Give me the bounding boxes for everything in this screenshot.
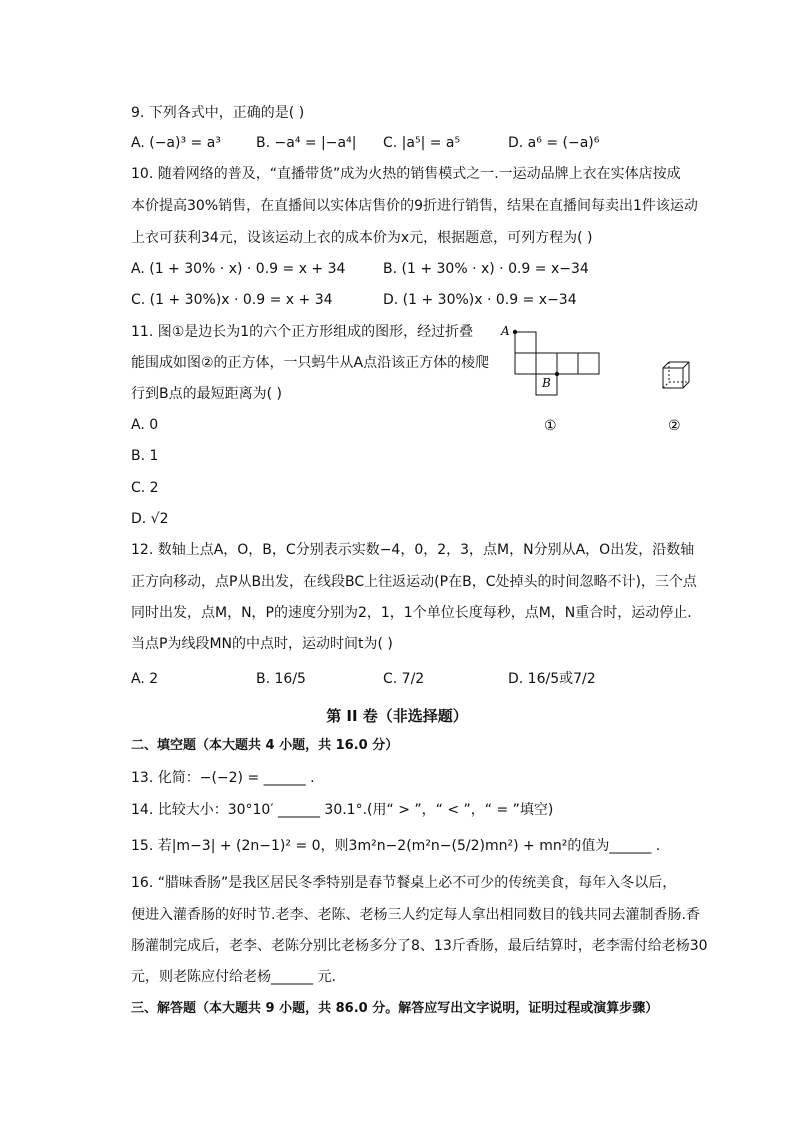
question-9-option-b: B. −a⁴ = |−a⁴|: [256, 135, 357, 151]
label-figure-1: ①: [544, 418, 557, 434]
question-10-line-1: 10. 随着网络的普及，“直播带货”成为火热的销售模式之一.一运动品牌上衣在实体店按成: [131, 166, 681, 182]
question-9-stem: 9. 下列各式中，正确的是( ): [131, 105, 305, 121]
section-3-header: 三、解答题（本大题共 9 小题，共 86.0 分。解答应写出文字说明，证明过程或演算步骤）: [131, 1001, 659, 1016]
question-15: 15. 若|m−3| + (2n−1)² = 0，则3m²n−2(m²n−(5/2)mn²) + mn²的值为______ .: [131, 838, 661, 854]
label-point-a: A: [501, 324, 510, 338]
question-16-line-4: 元，则老陈应付给老杨______ 元.: [131, 969, 336, 985]
cube-net: [515, 332, 599, 395]
question-10-option-d: D. (1 + 30%)x · 0.9 = x−34: [383, 292, 577, 308]
point-b-marker: [555, 372, 559, 376]
question-10-option-c: C. (1 + 30%)x · 0.9 = x + 34: [131, 292, 333, 308]
question-11-line-1: 11. 图①是边长为1的六个正方形组成的图形，经过折叠: [131, 324, 474, 340]
question-11-line-2: 能围成如图②的正方体，一只蚂牛从A点沿该正方体的棱爬: [131, 355, 490, 371]
question-16-line-2: 便进入灌香肠的好时节.老李、老陈、老杨三人约定每人拿出相同数目的钱共同去灌制香肠.香: [131, 907, 700, 923]
part-2-title: 第 II 卷（非选择题）: [326, 707, 468, 725]
question-12-option-b: B. 16/5: [256, 671, 306, 687]
question-12-option-c: C. 7/2: [383, 671, 425, 687]
question-10-line-3: 上衣可获利34元，设该运动上衣的成本价为x元，根据题意，可列方程为( ): [131, 230, 593, 246]
cube-figure: [663, 362, 689, 388]
point-a-marker: [513, 330, 517, 334]
question-11-line-3: 行到B点的最短距离为( ): [131, 386, 282, 402]
question-12-line-4: 当点P为线段MN的中点时，运动时间t为( ): [131, 636, 393, 652]
question-10-option-a: A. (1 + 30% · x) · 0.9 = x + 34: [131, 261, 346, 277]
question-9-option-d: D. a⁶ = (−a)⁶: [508, 135, 600, 151]
question-11-figure: [495, 320, 705, 440]
question-9-option-a: A. (−a)³ = a³: [131, 135, 221, 151]
question-12-option-a: A. 2: [131, 671, 159, 687]
question-14: 14. 比较大小：30°10′ ______ 30.1°.(用“ > ”，“ < ”，“ = ”填空): [131, 802, 554, 818]
question-12-line-2: 正方向移动，点P从B出发，在线段BC上往返运动(P在B，C处掉头的时间忽略不计)，三个点: [131, 574, 697, 590]
question-9-option-c: C. |a⁵| = a⁵: [383, 135, 461, 151]
label-point-b: B: [542, 376, 551, 390]
question-10-line-2: 本价提高30%销售，在直播间以实体店售价的9折进行销售，结果在直播间每卖出1件该运动: [131, 198, 698, 214]
question-10-option-b: B. (1 + 30% · x) · 0.9 = x−34: [383, 261, 589, 277]
label-figure-2: ②: [668, 418, 681, 434]
section-2-header: 二、填空题（本大题共 4 小题，共 16.0 分）: [131, 738, 399, 753]
question-11-option-a: A. 0: [131, 417, 159, 433]
question-11-option-b: B. 1: [131, 448, 159, 464]
question-16-line-3: 肠灌制完成后，老李、老陈分别比老杨多分了8、13斤香肠，最后结算时，老李需付给老杨30: [131, 938, 708, 954]
question-11-option-c: C. 2: [131, 480, 159, 496]
question-12-line-3: 同时出发，点M，N，P的速度分别为2，1，1个单位长度每秒，点M，N重合时，运动停止.: [131, 605, 692, 621]
question-13: 13. 化简：−(−2) = ______ .: [131, 770, 315, 786]
question-12-line-1: 12. 数轴上点A，O，B，C分别表示实数−4，0，2，3，点M，N分别从A，O出发，沿数轴: [131, 542, 695, 558]
question-12-option-d: D. 16/5或7/2: [508, 671, 596, 687]
question-16-line-1: 16. “腊味香肠”是我区居民冬季特别是春节餐桌上必不可少的传统美食，每年入冬以后，: [131, 875, 677, 891]
question-11-option-d: D. √2: [131, 511, 169, 527]
